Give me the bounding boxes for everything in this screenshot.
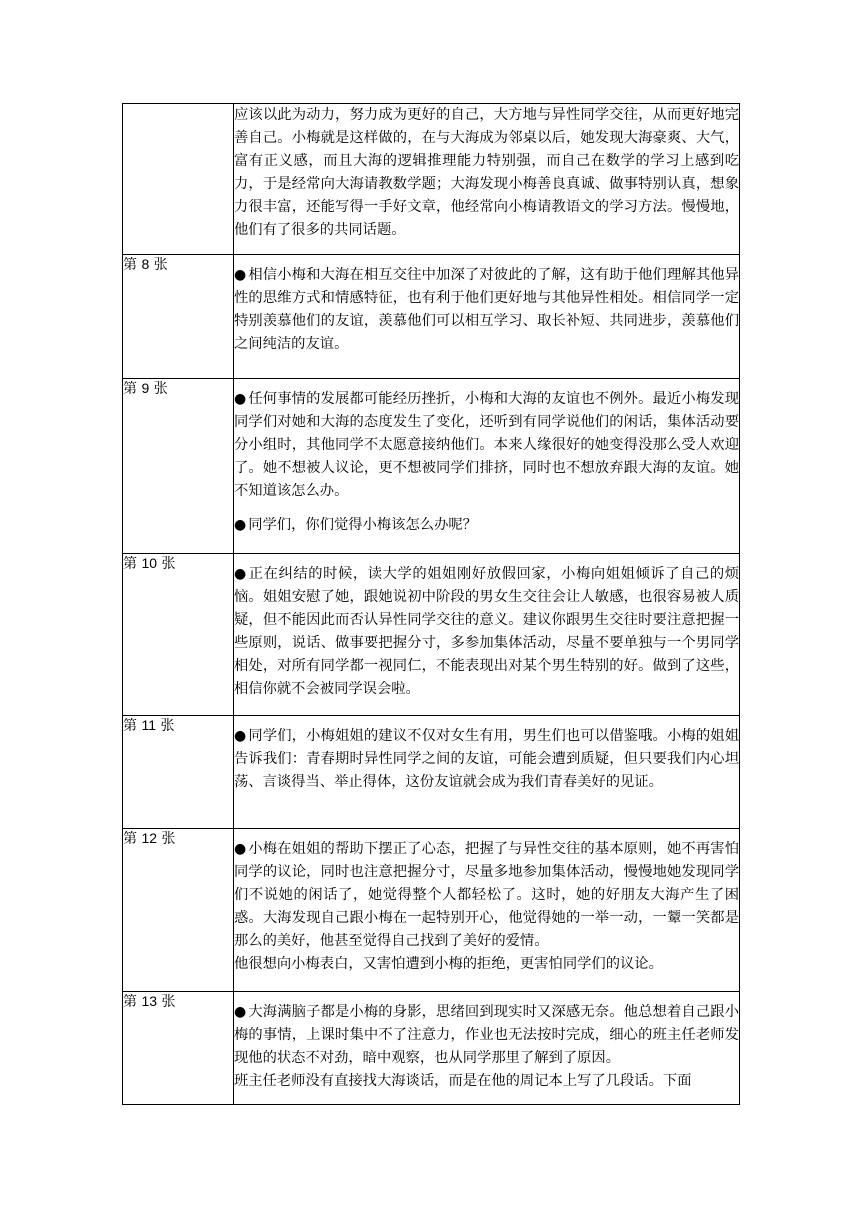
slide-label-prefix: 第 bbox=[123, 381, 137, 397]
script-paragraph bbox=[234, 104, 739, 242]
slide-label-number: 8 bbox=[141, 256, 150, 272]
script-paragraph bbox=[234, 1070, 739, 1093]
bullet-icon: ● bbox=[234, 267, 247, 283]
slide-label-suffix: 张 bbox=[161, 556, 176, 572]
slide-script-cell bbox=[234, 716, 740, 829]
table-row bbox=[123, 255, 740, 379]
script-paragraph bbox=[234, 953, 739, 976]
script-paragraph bbox=[234, 388, 739, 503]
paragraph-text: 任何事情的发展都可能经历挫折，小梅和大海的友谊也不例外。最近小梅发现同学们对她和大海的态度发生了变化，还听到有同学说他们的闲话，集体活动要分小组时，其他同学不太愿意接纳他们。本来人缘很好的她变得没那么受人欢迎了。她不想被人议论，更不想被同学们排挤，同时也不想放弃跟大海的友谊。她不知道该怎么办。 bbox=[234, 391, 739, 499]
paragraph-text: 小梅在姐姐的帮助下摆正了心态，把握了与异性交往的基本原则，她不再害怕同学的议论，同时也注意把握分寸，尽量多地参加集体活动，慢慢地她发现同学们不说她的闲话了，她觉得整个人都轻松了。这时，她的好朋友大海产生了困惑。大海发现自己跟小梅在一起特别开心，他觉得她的一举一动，一颦一笑都是那么的美好，他甚至觉得自己找到了美好的爱情。 bbox=[234, 841, 739, 949]
table-row bbox=[123, 104, 740, 255]
slide-number-cell bbox=[123, 379, 234, 554]
paragraph-text: 班主任老师没有直接找大海谈话，而是在他的周记本上写了几段话。下面 bbox=[234, 1073, 692, 1089]
paragraph-text: 正在纠结的时候，读大学的姐姐刚好放假回家，小梅向姐姐倾诉了自己的烦恼。姐姐安慰了她，跟她说初中阶段的男女生交往会让人敏感，也很容易被人质疑，但不能因此而否认异性同学交往的意义。建议你跟男生交往时要注意把握一些原则，说话、做事要把握分寸，多参加集体活动，尽量不要单独与一个男同学相处，对所有同学都一视同仁，不能表现出对某个男生特别的好。做到了这些，相信你就不会被同学误会啦。 bbox=[234, 566, 739, 697]
slide-label-prefix: 第 bbox=[123, 994, 137, 1010]
bullet-icon: ● bbox=[234, 391, 247, 407]
slide-label-prefix: 第 bbox=[123, 257, 137, 273]
slide-script-cell bbox=[234, 379, 740, 554]
slide-label-number: 9 bbox=[141, 380, 150, 396]
slide-number-cell bbox=[123, 716, 234, 829]
slide-number-cell bbox=[123, 554, 234, 716]
script-paragraph bbox=[234, 563, 739, 701]
slide-label-suffix: 张 bbox=[160, 718, 175, 734]
script-paragraph bbox=[234, 1001, 739, 1070]
table-row bbox=[123, 992, 740, 1105]
slide-label-number: 11 bbox=[141, 717, 156, 733]
bullet-icon: ● bbox=[234, 517, 247, 533]
slide-number-cell bbox=[123, 104, 234, 255]
slide-script-cell bbox=[234, 104, 740, 255]
bullet-icon: ● bbox=[234, 566, 247, 582]
script-paragraph bbox=[234, 514, 739, 537]
slide-label-prefix: 第 bbox=[123, 556, 137, 572]
slide-label-suffix: 张 bbox=[153, 381, 168, 397]
slide-number-cell bbox=[123, 992, 234, 1105]
slide-script-cell bbox=[234, 255, 740, 379]
slide-script-cell bbox=[234, 992, 740, 1105]
paragraph-text: 应该以此为动力，努力成为更好的自己，大方地与异性同学交往，从而更好地完善自己。小梅就是这样做的，在与大海成为邻桌以后，她发现大海豪爽、大气，富有正义感，而且大海的逻辑推理能力特别强，而自己在数学的学习上感到吃力，于是经常向大海请教数学题；大海发现小梅善良真诚、做事特别认真，想象力很丰富，还能写得一手好文章，他经常向小梅请教语文的学习方法。慢慢地，他们有了很多的共同话题。 bbox=[234, 107, 739, 238]
slide-script-table bbox=[122, 103, 740, 1105]
slide-script-cell bbox=[234, 829, 740, 992]
slide-label-suffix: 张 bbox=[153, 257, 168, 273]
slide-label-prefix: 第 bbox=[123, 718, 137, 734]
paragraph-text: 他很想向小梅表白，又害怕遭到小梅的拒绝，更害怕同学们的议论。 bbox=[234, 956, 663, 972]
slide-label-number: 13 bbox=[141, 993, 158, 1009]
paragraph-text: 同学们，你们觉得小梅该怎么办呢？ bbox=[248, 517, 477, 533]
slide-label-number: 12 bbox=[141, 830, 158, 846]
slide-label-number: 10 bbox=[141, 555, 158, 571]
table-row bbox=[123, 829, 740, 992]
script-paragraph bbox=[234, 264, 739, 356]
slide-label-suffix: 张 bbox=[161, 831, 176, 847]
paragraph-text: 大海满脑子都是小梅的身影，思绪回到现实时又深感无奈。他总想着自己跟小梅的事情，上课时集中不了注意力，作业也无法按时完成，细心的班主任老师发现他的状态不对劲，暗中观察，也从同学那里了解到了原因。 bbox=[234, 1004, 739, 1066]
paragraph-text: 相信小梅和大海在相互交往中加深了对彼此的了解，这有助于他们理解其他异性的思维方式和情感特征，也有利于他们更好地与其他异性相处。相信同学一定特别羡慕他们的友谊，羡慕他们可以相互学习、取长补短、共同进步，羡慕他们之间纯洁的友谊。 bbox=[234, 267, 739, 352]
slide-number-cell bbox=[123, 255, 234, 379]
table-row bbox=[123, 554, 740, 716]
script-paragraph bbox=[234, 725, 739, 794]
slide-label-suffix: 张 bbox=[161, 994, 176, 1010]
bullet-icon: ● bbox=[234, 728, 247, 744]
slide-label-prefix: 第 bbox=[123, 831, 137, 847]
slide-number-cell bbox=[123, 829, 234, 992]
paragraph-text: 同学们，小梅姐姐的建议不仅对女生有用，男生们也可以借鉴哦。小梅的姐姐告诉我们：青春期时异性同学之间的友谊，可能会遭到质疑，但只要我们内心坦荡、言谈得当、举止得体，这份友谊就会成为我们青春美好的见证。 bbox=[234, 728, 739, 790]
script-paragraph bbox=[234, 838, 739, 953]
table-row bbox=[123, 716, 740, 829]
bullet-icon: ● bbox=[234, 1004, 247, 1020]
bullet-icon: ● bbox=[234, 841, 247, 857]
slide-script-cell bbox=[234, 554, 740, 716]
table-row bbox=[123, 379, 740, 554]
